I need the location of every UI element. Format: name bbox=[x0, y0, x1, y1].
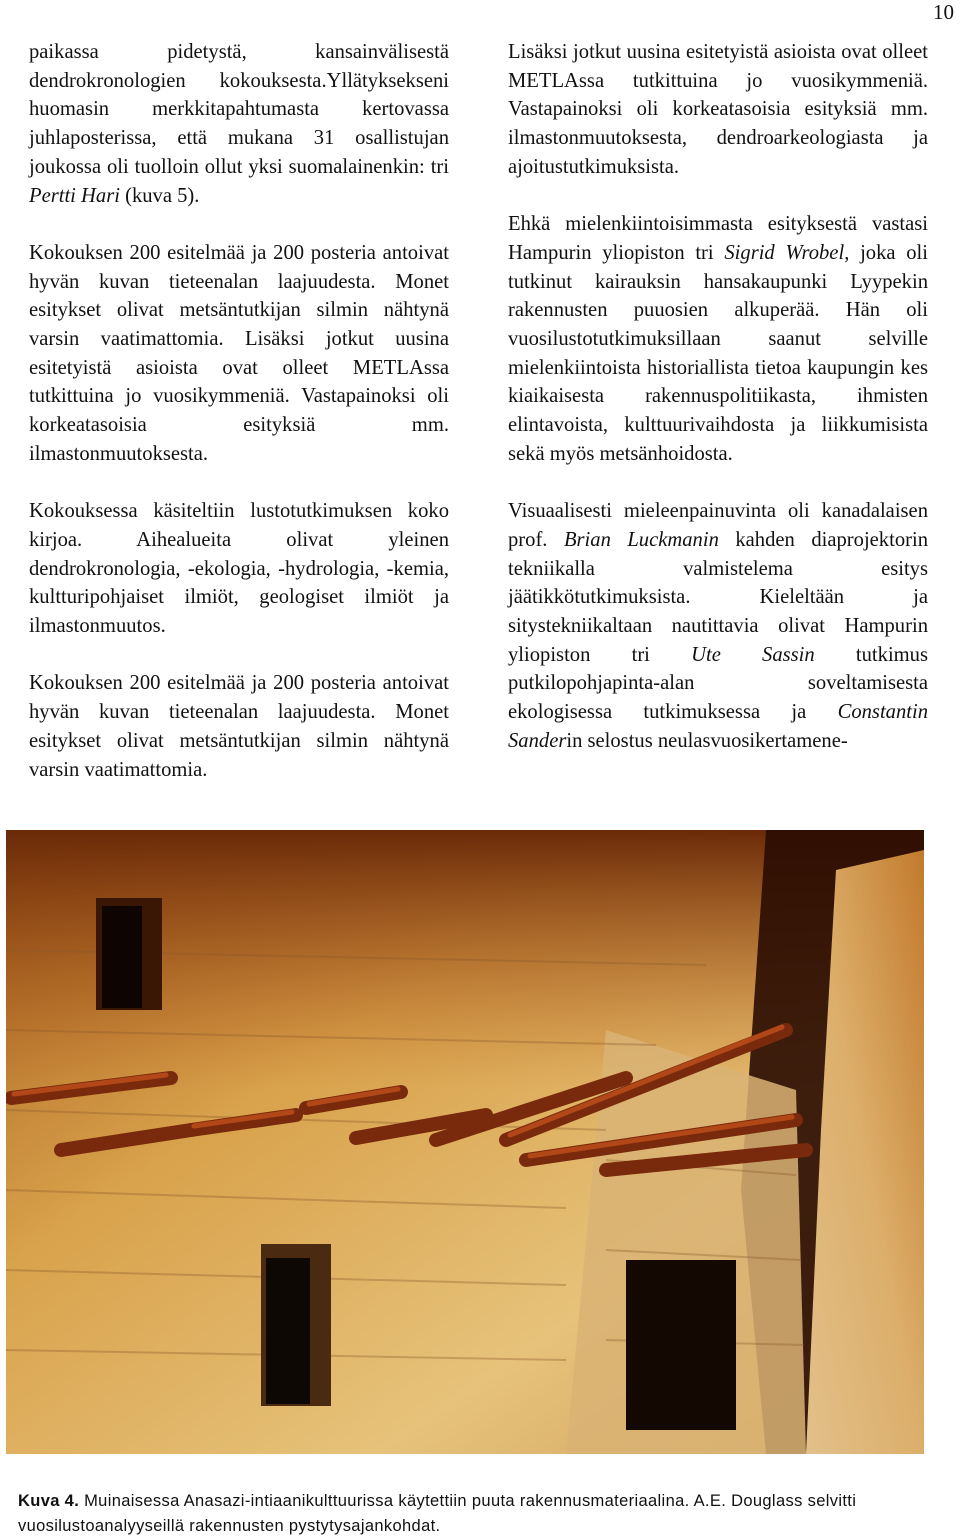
left-paragraph-2: Kokouksen 200 esitelmää ja 200 posteria antoivat hyvän kuvan tieteenalan laajuudesta. Monet esitykset olivat metsäntutkijan silmin nähtynä varsin vaatimattomia. Lisäksi jotkut uusina esitetyistä asioista ovat olleet METLAssa tutkittuina jo vuosikymmeniä. Vastapainoksi oli korkeatasoisia esityksiä mm. ilmastonmuutoksesta. bbox=[29, 241, 449, 465]
right-paragraph-2: Ehkä mielenkiintoisimmasta esityksestä vastasi Hampurin yliopiston tri Sigrid Wrobel, joka oli tutkinut kairauksin hansakaupunki Lyypekin rakennusten puuosien alkuperää. Hän oli vuosilustotutkimuksillaan saanut selville mielenkiintoista historiallista tietoa kaupungin kes kiaikaisesta rakennuspolitiikasta, ihmisten elintavoista, kulttuurivaihdosta ja liikkumisista sekä myös metsänhoidosta. bbox=[508, 213, 928, 465]
anasazi-ruin-photo bbox=[6, 830, 924, 1454]
right-paragraph-1: Lisäksi jotkut uusina esitetyistä asioista ovat olleet METLAssa tutkittuina jo vuosikymmeniä. Vastapainoksi oli korkeatasoisia esityksiä mm. ilmastonmuutoksesta, dendroarkeologiasta ja ajoitustutkimuksista. bbox=[508, 41, 928, 178]
page-number: 10 bbox=[933, 0, 954, 24]
left-paragraph-1: paikassa pidetystä, kansainvälisestä dendrokronologien kokouksesta.Yllätyksekseni huomasin merkkitapahtumasta kertovassa juhlaposterissa, että mukana 31 osallistujan joukossa oli tuolloin ollut yksi suomalainenkin: tri Pertti Hari (kuva 5). bbox=[29, 41, 449, 207]
person-name: Sigrid Wrobel bbox=[724, 241, 845, 264]
figure-caption bbox=[18, 1489, 948, 1539]
left-paragraph-4: Kokouksen 200 esitelmää ja 200 posteria antoivat hyvän kuvan tieteenalan laajuudesta. Monet esitykset olivat metsäntutkijan silmin nähtynä varsin vaatimattomia. bbox=[29, 672, 449, 781]
person-name: Brian Luckmanin bbox=[563, 528, 719, 551]
person-name: Pertti Hari bbox=[29, 184, 120, 207]
right-paragraph-3: Visuaalisesti mieleenpainuvinta oli kanadalaisen prof. Brian Luckmanin kahden diaprojektorin tekniikalla valmistelema esitys jäätikkötutkimuksista. Kieleltään ja sitystekniikaltaan nautittavia olivat Hampurin yliopiston tri Ute Sassin tutkimus putkilopohjapinta-alan soveltamisesta ekologisessa tutkimuksessa ja Constantin Sanderin selostus neulasvuosikertamene- bbox=[508, 500, 928, 752]
caption-text: Muinaisessa Anasazi-intiaanikulttuurissa käytettiin puuta rakennusmateriaalina. A.E. Douglass selvitti vuosilustoanalyyseillä rakennusten pystytysajankohdat. bbox=[18, 1492, 857, 1535]
person-name: Ute Sassin bbox=[691, 643, 815, 666]
person-name: Constantin Sander bbox=[508, 701, 928, 752]
left-text-column bbox=[29, 38, 449, 784]
left-paragraph-3: Kokouksessa käsiteltiin lustotutkimuksen koko kirjoa. Aihealueita olivat yleinen dendrokronologia, -ekologia, -hydrologia, -kemia, kultturipohjaiset ilmiöt, geologiset ilmiöt ja ilmastonmuutos. bbox=[29, 500, 449, 638]
caption-label: Kuva 4. bbox=[18, 1492, 80, 1510]
right-text-column bbox=[508, 38, 928, 756]
